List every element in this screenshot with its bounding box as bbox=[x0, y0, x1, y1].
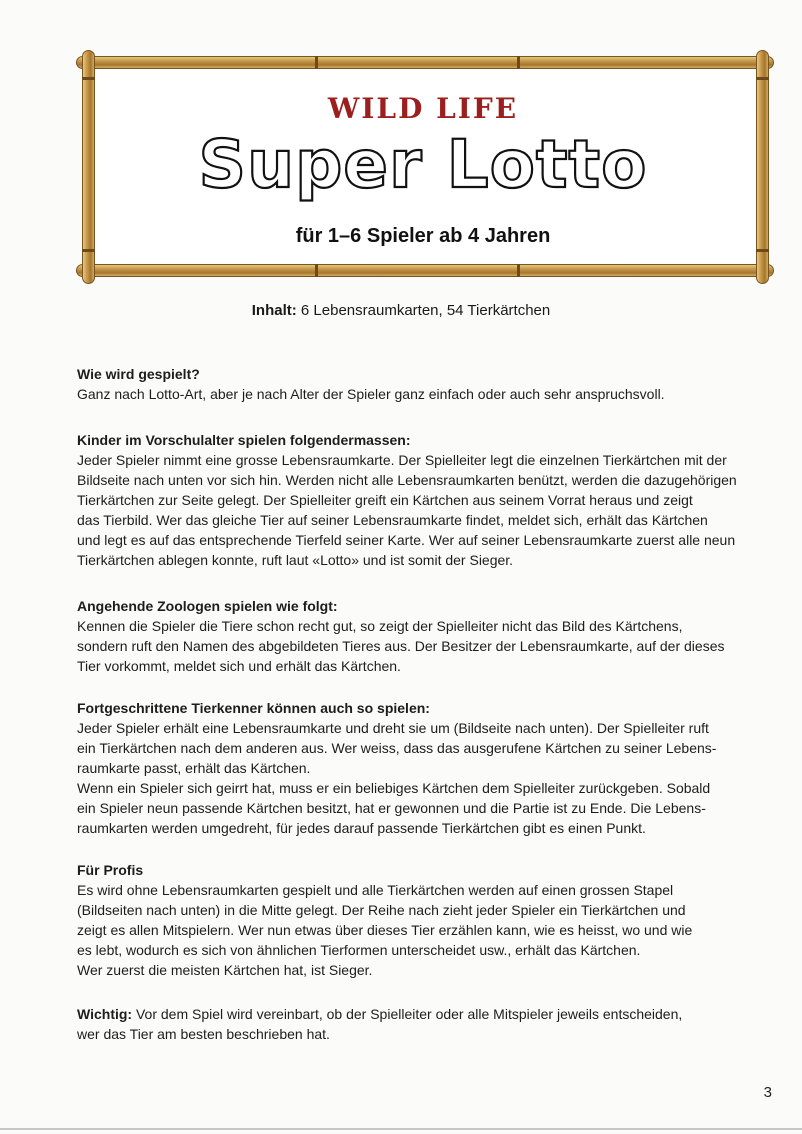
important-note bbox=[77, 1004, 777, 1044]
section-zoologists bbox=[77, 596, 777, 676]
bamboo-right bbox=[756, 50, 769, 284]
section-line: (Bildseiten nach unten) in die Mitte gelegt. Der Reihe nach zieht jeder Spieler ein Tierkärtchen und bbox=[77, 902, 686, 918]
section-line: das Tierbild. Wer das gleiche Tier auf seiner Lebensraumkarte findet, meldet sich, erhält das Kärtchen bbox=[77, 512, 708, 528]
section-pros bbox=[77, 860, 777, 980]
section-advanced bbox=[77, 698, 777, 838]
section-heading: Angehende Zoologen spielen wie folgt: bbox=[77, 598, 338, 614]
section-heading: Wie wird gespielt? bbox=[77, 366, 200, 382]
section-heading: Kinder im Vorschulalter spielen folgendermassen: bbox=[77, 432, 411, 448]
contents-text: 6 Lebensraumkarten, 54 Tierkärtchen bbox=[300, 302, 551, 319]
section-line: raumkarte passt, erhält das Kärtchen. bbox=[77, 760, 311, 776]
section-line: Wenn ein Spieler sich geirrt hat, muss er ein beliebiges Kärtchen dem Spielleiter zurückgeben. Sobald bbox=[77, 780, 711, 796]
important-line: wer das Tier am besten beschrieben hat. bbox=[77, 1026, 330, 1042]
section-line: ein Tierkärtchen nach dem anderen aus. Wer weiss, dass das ausgerufene Kärtchen zu seiner Lebens- bbox=[77, 740, 717, 756]
section-line: Kennen die Spieler die Tiere schon recht gut, so zeigt der Spielleiter nicht das Bild des Kärtchens, bbox=[77, 618, 683, 634]
section-how-to-play bbox=[77, 364, 777, 404]
section-line: Tier vorkommt, meldet sich und erhält das Kärtchen. bbox=[77, 658, 401, 674]
bamboo-bottom bbox=[76, 264, 774, 277]
page-number: 3 bbox=[763, 1084, 772, 1101]
section-line: Tierkärtchen zur Seite gelegt. Der Spielleiter greift ein Kärtchen aus seinem Vorrat heraus und zeigt bbox=[77, 492, 693, 508]
section-line: ein Spieler neun passende Kärtchen besitzt, hat er gewonnen und die Partie ist zu Ende. Die Lebens- bbox=[77, 800, 706, 816]
important-label: Wichtig: bbox=[77, 1006, 133, 1022]
section-line: es lebt, wodurch es sich von ähnlichen Tierformen unterscheidet usw., erhält das Kärtchen. bbox=[77, 942, 641, 958]
section-line: sondern ruft den Namen des abgebildeten Tieres aus. Der Besitzer der Lebensraumkarte, auf der dieses bbox=[77, 638, 725, 654]
title-panel bbox=[88, 66, 758, 268]
section-line: Bildseite nach unten vor sich hin. Werden nicht alle Lebensraumkarten benützt, werden die dazugehörigen bbox=[77, 472, 737, 488]
page-bottom-line bbox=[0, 1128, 802, 1130]
section-heading: Für Profis bbox=[77, 862, 144, 878]
bamboo-top bbox=[76, 56, 774, 69]
section-line: Ganz nach Lotto-Art, aber je nach Alter der Spieler ganz einfach oder auch sehr anspruchsvoll. bbox=[77, 386, 665, 402]
player-info: für 1–6 Spieler ab 4 Jahren bbox=[295, 225, 551, 247]
section-line: und legt es auf das entsprechende Tierfeld seiner Karte. Wer auf seiner Lebensraumkarte zuerst alle neun bbox=[77, 532, 736, 548]
section-line: raumkarten werden umgedreht, für jedes darauf passende Tierkärtchen gibt es einen Punkt. bbox=[77, 820, 646, 836]
section-line: Wer zuerst die meisten Kärtchen hat, ist Sieger. bbox=[77, 962, 373, 978]
game-title: Super Lotto bbox=[198, 126, 648, 203]
important-text: Vor dem Spiel wird vereinbart, ob der Spielleiter oder alle Mitspieler jeweils entscheiden, bbox=[135, 1006, 683, 1022]
section-line: Tierkärtchen ablegen konnte, ruft laut «Lotto» und ist somit der Sieger. bbox=[77, 552, 514, 568]
contents-label: Inhalt: bbox=[251, 302, 297, 319]
section-line: Jeder Spieler erhält eine Lebensraumkarte und dreht sie um (Bildseite nach unten). Der Spielleiter ruft bbox=[77, 720, 709, 736]
section-line: zeigt es allen Mitspielern. Wer nun etwas über dieses Tier erzählen kann, wie es heisst, wo und wie bbox=[77, 922, 693, 938]
contents-line bbox=[0, 302, 802, 319]
section-line: Es wird ohne Lebensraumkarten gespielt und alle Tierkärtchen werden auf einen grossen Stapel bbox=[77, 882, 674, 898]
bamboo-left bbox=[82, 50, 95, 284]
section-preschool bbox=[77, 430, 777, 570]
brand-logo: WILD LIFE bbox=[327, 92, 519, 125]
section-line: Jeder Spieler nimmt eine grosse Lebensraumkarte. Der Spielleiter legt die einzelnen Tierkärtchen mit der bbox=[77, 452, 727, 468]
important-line bbox=[77, 1004, 777, 1024]
title-frame bbox=[80, 56, 768, 278]
section-heading: Fortgeschrittene Tierkenner können auch so spielen: bbox=[77, 700, 430, 716]
